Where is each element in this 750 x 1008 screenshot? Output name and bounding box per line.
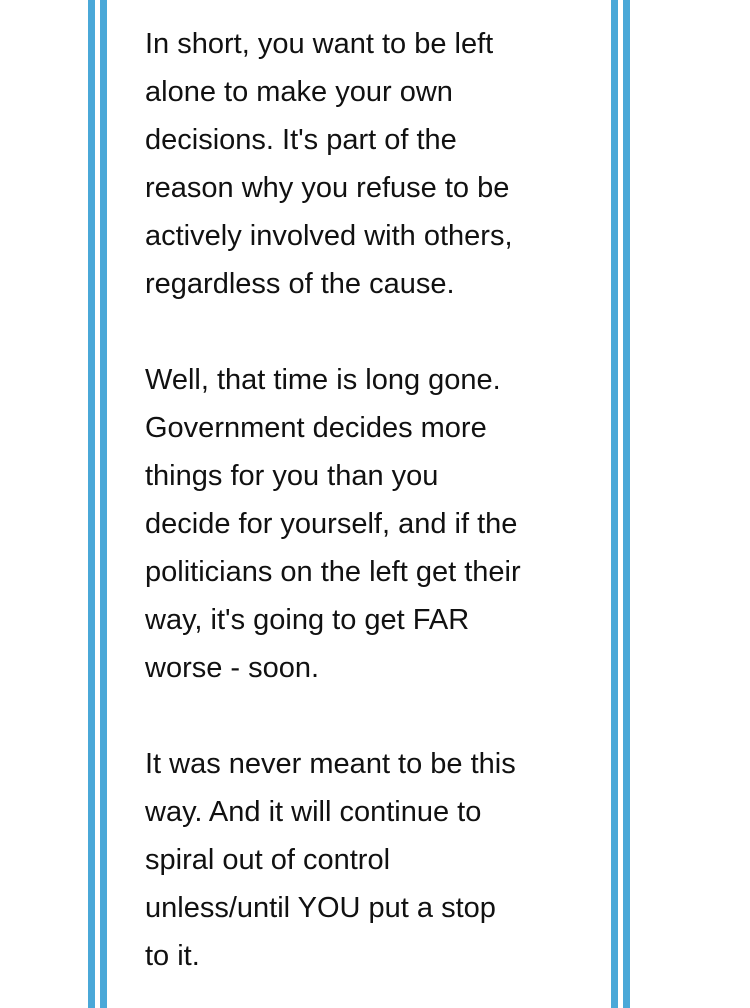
message-paragraph-2: Well, that time is long gone. Government decides more things for you than you decide for yourself, and if the politicians on the left get their way, it's going to get FAR worse - soon. xyxy=(145,364,521,684)
left-border-inner xyxy=(100,0,107,1008)
left-border-outer xyxy=(88,0,95,1008)
message-paragraph-1: In short, you want to be left alone to make your own decisions. It's part of the reason why you refuse to be actively involved with others, regardless of the cause. xyxy=(145,28,513,300)
right-border-inner xyxy=(611,0,618,1008)
right-border-outer xyxy=(623,0,630,1008)
message-body xyxy=(145,20,595,980)
message-paragraph-3: It was never meant to be this way. And it will continue to spiral out of control unless/until YOU put a stop to it. xyxy=(145,748,516,972)
